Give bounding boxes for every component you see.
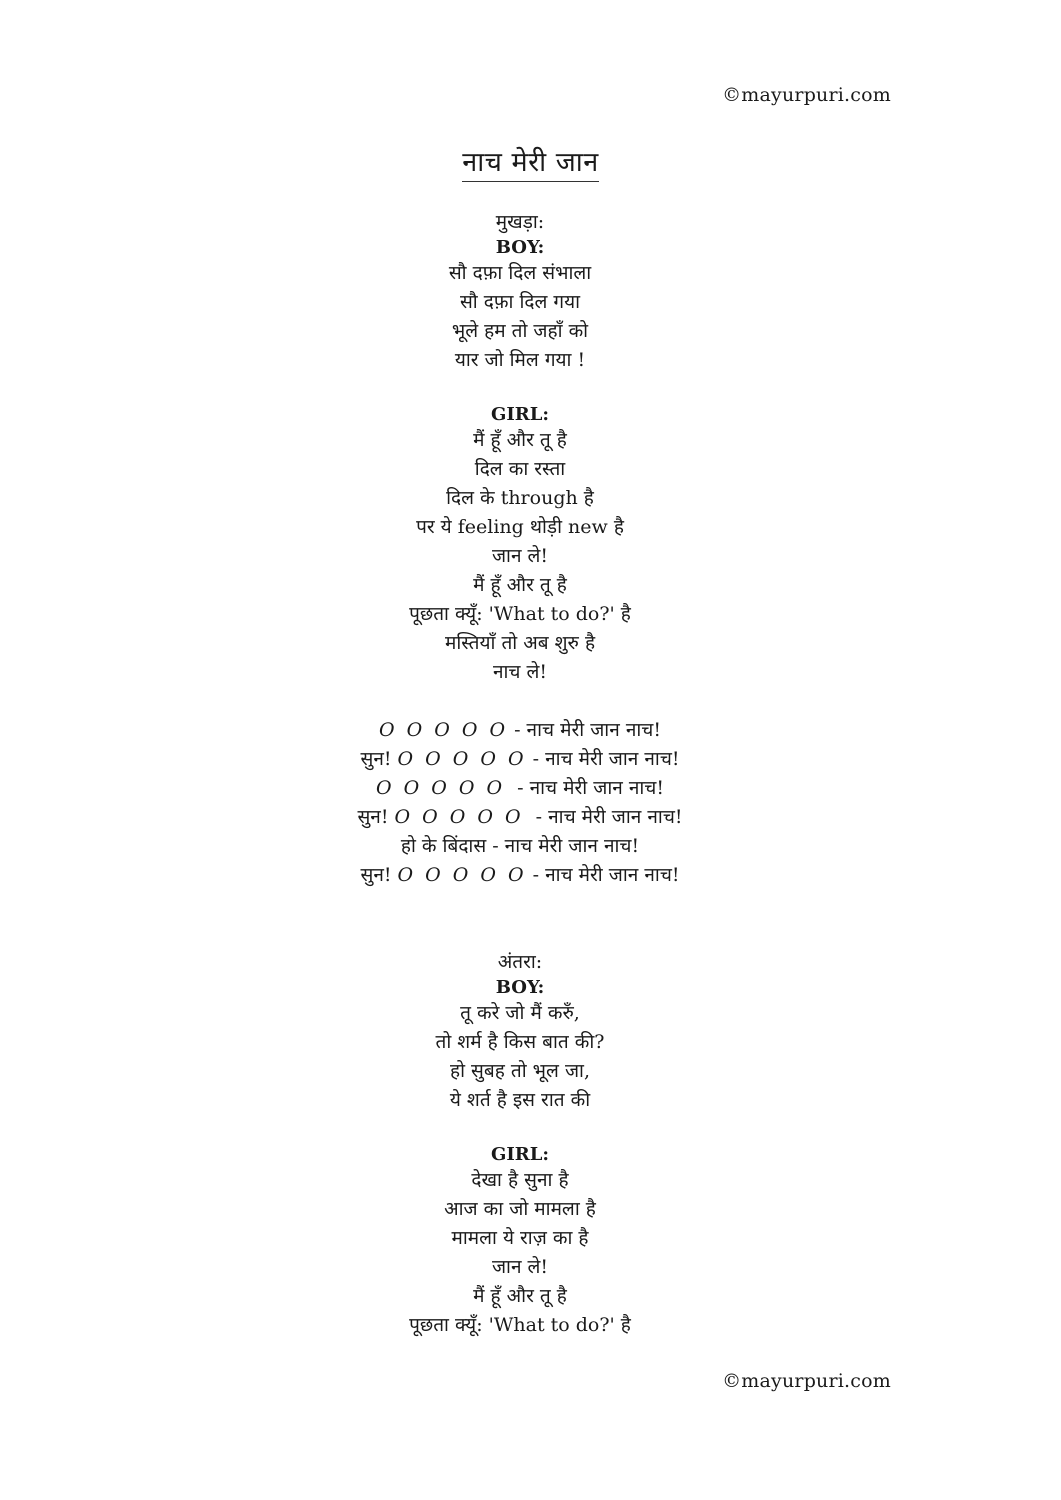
chorus-prefix: हो के बिंदास xyxy=(400,835,487,857)
antara-girl-label: GIRL: xyxy=(490,1144,550,1165)
chorus-text: - नाच मेरी जान नाच! xyxy=(505,777,665,799)
lyric-line: ये शर्त है इस रात की xyxy=(449,1089,591,1111)
antara-boy-label: BOY: xyxy=(495,977,545,998)
chorus-line xyxy=(330,803,710,832)
title-container xyxy=(0,142,1061,182)
chorus-ooo: O O O O O xyxy=(379,719,509,741)
lyric-line: सौ दफ़ा दिल गया xyxy=(459,291,581,313)
song-title: नाच मेरी जान xyxy=(462,142,598,182)
lyric-line: यार जो मिल गया ! xyxy=(454,349,586,371)
chorus-line xyxy=(330,832,710,861)
chorus-line xyxy=(330,716,710,745)
mukhda-boy-verse xyxy=(330,259,710,375)
lyric-line: मैं हूँ और तू है xyxy=(473,429,567,451)
lyric-line: मस्तियाँ तो अब शुरु है xyxy=(444,632,596,654)
lyric-line: तू करे जो मैं करुँ, xyxy=(460,1002,580,1024)
chorus-prefix: सुन! xyxy=(357,806,395,828)
mukhda-girl-verse xyxy=(330,426,710,687)
lyric-line: दिल के through है xyxy=(446,487,594,509)
lyric-line: मैं हूँ और तू है xyxy=(473,1285,567,1307)
lyric-line: दिल का रस्ता xyxy=(474,458,566,480)
lyric-line: पर ये feeling थोड़ी new है xyxy=(416,516,624,538)
lyric-line: देखा है सुना है xyxy=(471,1169,569,1191)
chorus xyxy=(330,716,710,890)
lyric-line: तो शर्म है किस बात की? xyxy=(435,1031,605,1053)
chorus-ooo: O O O O O xyxy=(375,777,506,799)
chorus-ooo: O O O O O xyxy=(397,864,527,886)
lyric-line: आज का जो मामला है xyxy=(444,1198,596,1220)
copyright-header: ©mayurpuri.com xyxy=(722,84,891,106)
antara-boy-verse xyxy=(330,999,710,1115)
chorus-prefix: सुन! xyxy=(360,748,398,770)
antara-girl-verse xyxy=(330,1166,710,1340)
chorus-ooo: O O O O O xyxy=(394,806,524,828)
chorus-line xyxy=(330,861,710,890)
lyric-line: मामला ये राज़ का है xyxy=(451,1227,589,1249)
lyric-line: हो सुबह तो भूल जा, xyxy=(450,1060,590,1082)
antara-label: अंतरा: xyxy=(497,951,543,973)
lyric-line: जान ले! xyxy=(491,1256,549,1278)
chorus-line xyxy=(330,774,710,803)
chorus-text: - नाच मेरी जान नाच! xyxy=(486,835,640,857)
chorus-line xyxy=(330,745,710,774)
lyric-line: पूछता क्यूँ: 'What to do?' है xyxy=(409,603,631,625)
chorus-text: - नाच मेरी जान नाच! xyxy=(523,806,683,828)
lyric-line: भूले हम तो जहाँ को xyxy=(451,320,589,342)
lyric-line: जान ले! xyxy=(491,545,549,567)
lyrics-body xyxy=(330,208,710,1340)
lyric-line: सौ दफ़ा दिल संभाला xyxy=(448,262,592,284)
chorus-text: - नाच मेरी जान नाच! xyxy=(526,864,680,886)
lyric-line: पूछता क्यूँ: 'What to do?' है xyxy=(409,1314,631,1336)
mukhda-label: मुखड़ा: xyxy=(495,211,545,233)
lyric-line: मैं हूँ और तू है xyxy=(473,574,567,596)
chorus-text: - नाच मेरी जान नाच! xyxy=(508,719,661,741)
chorus-prefix: सुन! xyxy=(360,864,398,886)
mukhda-girl-label: GIRL: xyxy=(490,404,550,425)
copyright-footer: ©mayurpuri.com xyxy=(722,1370,891,1392)
chorus-text: - नाच मेरी जान नाच! xyxy=(526,748,680,770)
lyric-line: नाच ले! xyxy=(492,661,548,683)
chorus-ooo: O O O O O xyxy=(397,748,527,770)
mukhda-boy-label: BOY: xyxy=(495,237,545,258)
